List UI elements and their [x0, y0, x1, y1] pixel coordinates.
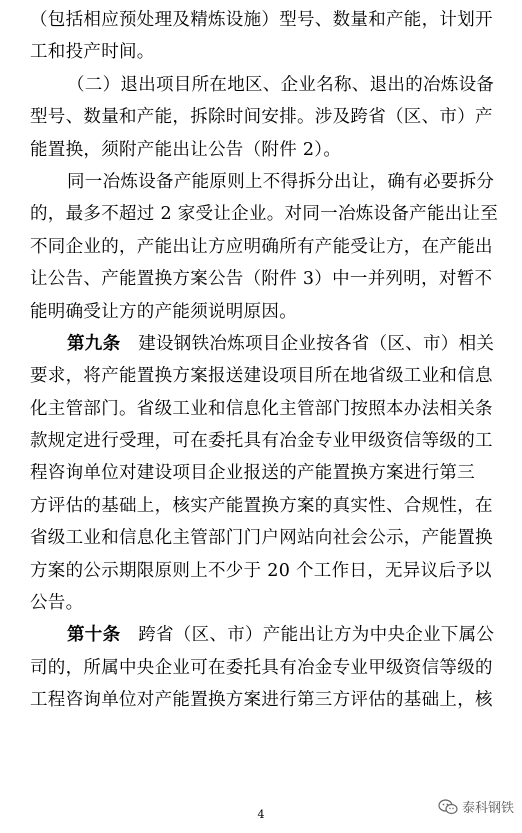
page-number: 4	[257, 808, 265, 821]
line-text: 能置换，须附产能出让公告（附件 2）。	[30, 139, 342, 160]
line-text: 省级工业和信息化主管部门门户网站向社会公示，产能置换	[30, 528, 493, 549]
line-text: 款规定进行受理，可在委托具有冶金专业甲级资信等级的工	[30, 431, 493, 452]
watermark	[438, 797, 514, 816]
wechat-icon	[438, 799, 458, 815]
line-text: 方案的公示期限原则上不少于 20 个工作日，无异议后予以	[30, 560, 492, 581]
line-text: 型号、数量和产能，拆除时间安排。涉及跨省（区、市）产	[30, 107, 493, 128]
article-heading: 第十条	[67, 625, 121, 646]
line-text: 司的，所属中央企业可在委托具有冶金专业甲级资信等级的	[30, 657, 493, 678]
line-text: （包括相应预处理及精炼设施）型号、数量和产能，计划开	[30, 10, 493, 30]
line-text: 化主管部门。省级工业和信息化主管部门按照本办法相关条	[30, 398, 493, 419]
text-line	[30, 166, 500, 198]
text-line	[30, 393, 500, 425]
text-line	[30, 36, 500, 68]
text-line	[30, 587, 500, 619]
text-line	[30, 457, 500, 489]
text-line	[30, 425, 500, 457]
line-text: 工和投产时间。	[30, 42, 155, 63]
line-text: 建设钢铁冶炼项目企业按各省（区、市）相关	[120, 333, 495, 354]
line-text: 同一冶炼设备产能原则上不得拆分出让，确有必要拆分	[67, 171, 495, 192]
text-line	[30, 619, 500, 651]
line-text: 让公告、产能置换方案公告（附件 3）中一并列明，对暂不	[30, 269, 493, 290]
line-text: 不同企业的，产能出让方应明确所有产能受让方，在产能出	[30, 236, 493, 257]
line-text: 的，最多不超过 2 家受让企业。对同一冶炼设备产能出让至	[30, 204, 499, 225]
text-line	[30, 652, 500, 684]
text-line	[30, 555, 500, 587]
text-line	[30, 198, 500, 230]
document-body	[30, 4, 500, 717]
article-heading: 第九条	[67, 333, 121, 354]
line-text: 工程咨询单位对产能置换方案进行第三方评估的基础上，核	[30, 690, 493, 711]
text-line	[30, 69, 500, 101]
line-text: 跨省（区、市）产能出让方为中央企业下属公	[120, 625, 495, 646]
text-line	[30, 360, 500, 392]
line-text: （二）退出项目所在地区、企业名称、退出的冶炼设备	[67, 74, 495, 95]
text-line	[30, 134, 500, 166]
line-text: 能明确受让方的产能须说明原因。	[30, 301, 297, 322]
line-text: 要求，将产能置换方案报送建设项目所在地省级工业和信息	[30, 366, 493, 387]
watermark-label: 泰科钢铁	[461, 801, 514, 816]
text-line	[30, 231, 500, 263]
text-line	[30, 522, 500, 554]
text-line	[30, 4, 500, 36]
line-text: 公告。	[30, 593, 84, 614]
text-line	[30, 101, 500, 133]
text-line	[30, 328, 500, 360]
text-line	[30, 684, 500, 716]
text-line	[30, 296, 500, 328]
line-text: 方评估的基础上，核实产能置换方案的真实性、合规性，在	[30, 495, 493, 516]
text-line	[30, 490, 500, 522]
text-line	[30, 263, 500, 295]
line-text: 程咨询单位对建设项目企业报送的产能置换方案进行第三	[30, 463, 475, 484]
